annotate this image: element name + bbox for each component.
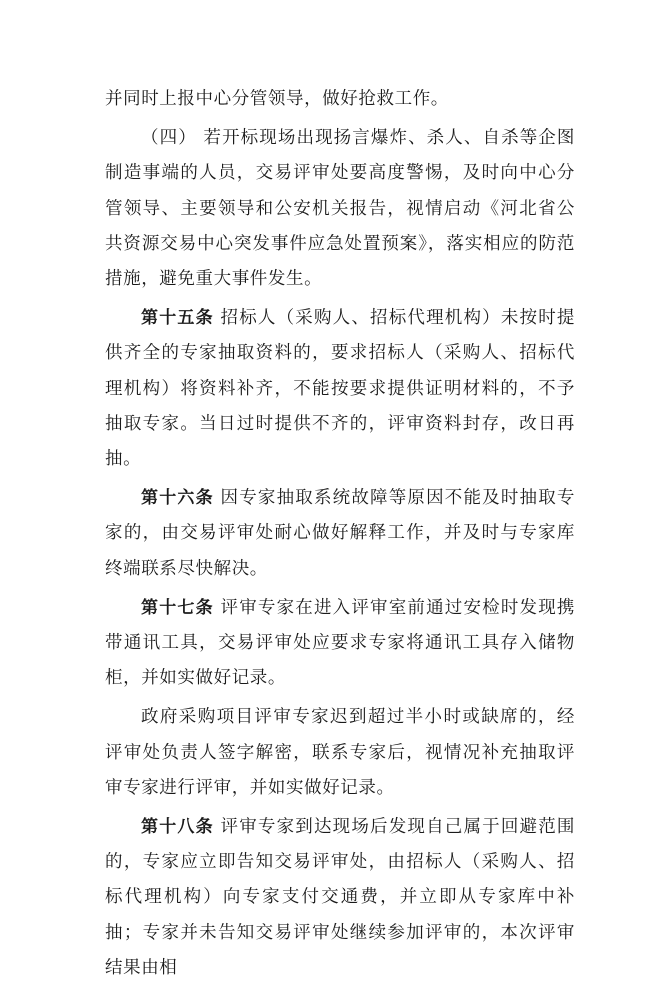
paragraph-text: （四） 若开标现场出现扬言爆炸、杀人、自杀等企图制造事端的人员，交易评审处要高度警惕，及时向中心分管领导、主要领导和公安机关报告，视情启动《河北省公共资源交易中心突发事件应急处置预案》，落实相应的防范措施，避免重大事件发生。 — [105, 128, 575, 290]
article-18 — [105, 810, 575, 986]
article-text: 因专家抽取系统故障等原因不能及时抽取专家的，由交易评审处耐心做好解释工作，并及时与专家库终端联系尽快解决。 — [105, 488, 576, 579]
paragraph-gov-procurement — [105, 700, 575, 806]
article-heading: 第十六条 — [141, 488, 214, 509]
article-heading: 第十五条 — [141, 308, 214, 329]
paragraph-item-4 — [105, 121, 575, 297]
paragraph-text: 政府采购项目评审专家迟到超过半小时或缺席的，经评审处负责人签字解密，联系专家后，视情况补充抽取评审专家进行评审，并如实做好记录。 — [105, 707, 575, 798]
article-heading: 第十八条 — [141, 817, 214, 838]
article-text: 评审专家到达现场后发现自己属于回避范围的，专家应立即告知交易评审处，由招标人（采购人、招标代理机构）向专家支付交通费，并立即从专家库中补抽；专家并未告知交易评审处继续参加评审的，本次评审结果由相 — [105, 817, 576, 978]
article-text: 招标人（采购人、招标代理机构）未按时提供齐全的专家抽取资料的，要求招标人（采购人、招标代理机构）将资料补齐，不能按要求提供证明材料的，不予抽取专家。当日过时提供不齐的，评审资料封存，改日再抽。 — [105, 308, 576, 470]
paragraph-continuation — [105, 82, 575, 117]
article-15 — [105, 301, 575, 477]
paragraph-text: 并同时上报中心分管领导，做好抢救工作。 — [105, 89, 449, 109]
article-heading: 第十七条 — [141, 597, 214, 618]
article-16 — [105, 481, 575, 587]
article-17 — [105, 591, 575, 697]
document-body — [105, 82, 575, 986]
article-text: 评审专家在进入评审室前通过安检时发现携带通讯工具，交易评审处应要求专家将通讯工具存入储物柜，并如实做好记录。 — [105, 597, 576, 689]
